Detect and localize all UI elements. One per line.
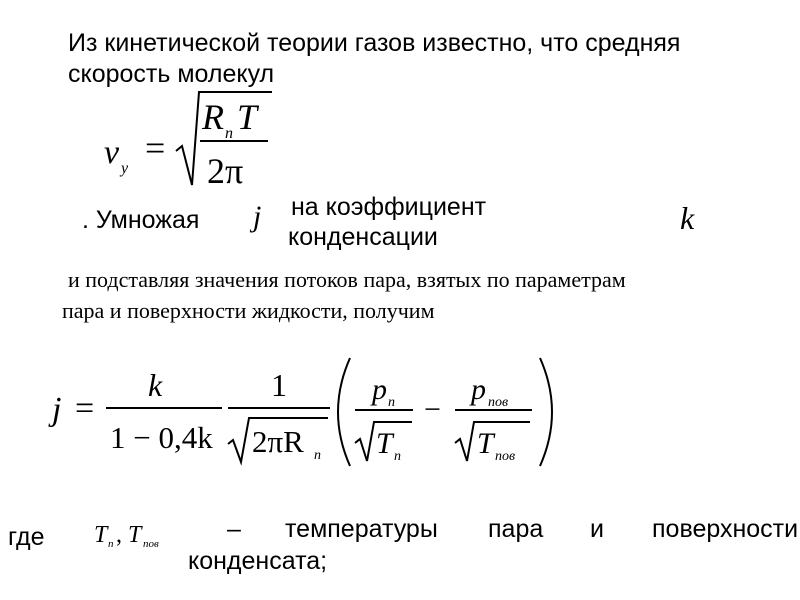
multiply-prefix: . Умножая [82,206,200,234]
formula-v-lhs-sub: у [121,160,129,177]
formula-j-lhs: j [52,391,62,428]
intro-line-1: Из кинетической теории газов известно, что средняя [68,29,681,57]
formula-v-num-r: R [202,97,224,137]
substitute-line-1: и подставляя значения потоков пара, взятых по параметрам [68,267,626,292]
multiply-text-line-1: на коэффициент [291,193,487,221]
formula-j-f3-den: T [376,427,393,460]
intro-line-2: скорость молекул [68,60,275,88]
formula-j-f4-num: p [471,373,486,406]
multiply-var-j: j [253,200,262,233]
formula-v-num-r-sub: п [225,125,233,142]
formula-v-num-t: T [237,97,258,137]
where-line-2: конденсата; [188,547,328,575]
formula-j-f3-num-sub: п [388,395,395,410]
where-var2-sub: пов [143,538,159,550]
formula-j-f4-den: T [477,427,494,460]
formula-j-f1-num: k [148,367,163,403]
where-word-3: и [590,515,604,543]
formula-v-eq: = [145,128,166,168]
where-word-4: поверхности [652,515,799,543]
formula-j-f1-den: 1 − 0,4k [110,420,213,455]
formula-j-f3-num: p [372,373,387,406]
formula-j-eq: = [75,390,95,427]
substitute-line-2: пара и поверхности жидкости, получим [62,298,435,323]
formula-j-f4-den-sub: пов [495,449,516,464]
formula-j-f2-num: 1 [271,367,287,403]
formula-j-f3-den-sub: п [394,449,401,464]
where-var1-sub: п [108,538,114,550]
formula-j-f2-den: 2πR [252,424,304,459]
formula-j-f4-num-sub: пов [488,395,509,410]
where-word: где [8,523,45,551]
where-var2: T [128,522,142,548]
where-comma: , [116,522,122,548]
where-word-1: температуры [285,515,438,543]
multiply-var-k: k [680,200,695,236]
formula-j-minus: − [424,393,441,426]
multiply-text-line-2: конденсации [288,223,438,251]
where-word-2: пара [488,515,544,543]
where-dash: – [227,515,241,543]
formula-j-f2-den-sub: п [314,448,321,463]
where-var1: T [94,522,108,548]
formula-v-den: 2π [207,151,244,191]
formula-v-lhs: v [104,134,120,171]
